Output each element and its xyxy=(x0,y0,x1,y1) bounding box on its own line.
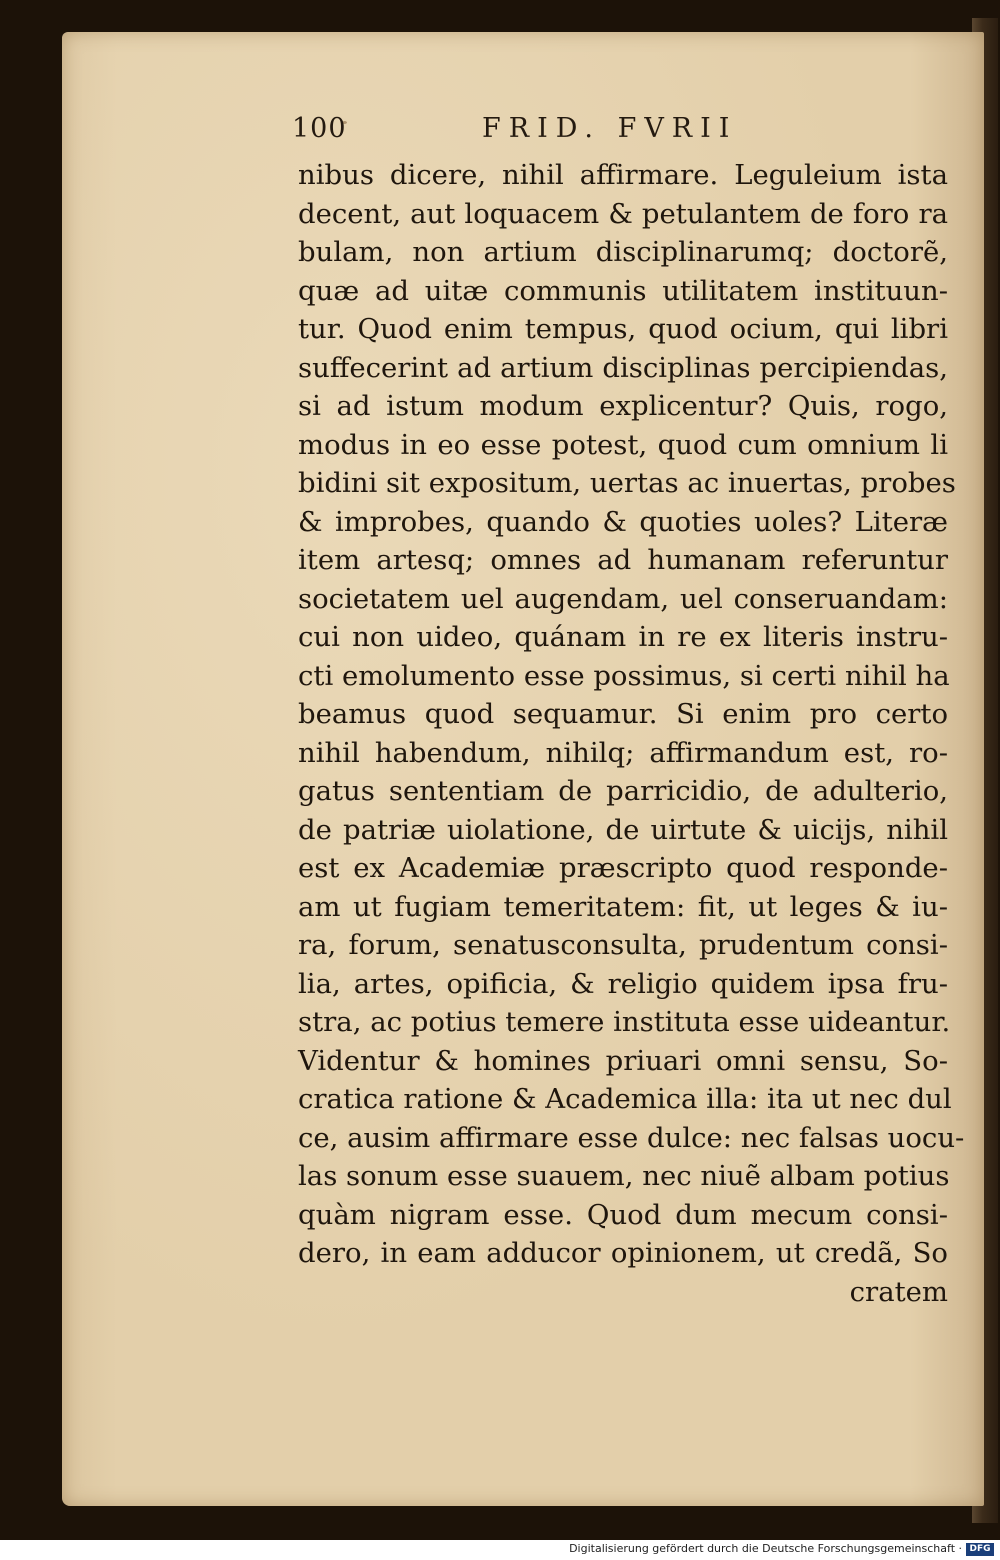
text-line: las sonum esse suauem, nec niuẽ albam potius xyxy=(298,1160,950,1192)
text-line: decent, aut loquacem & petulantem de foro ra xyxy=(298,197,948,230)
text-line: gatus sententiam de parricidio, de adulterio, xyxy=(298,775,948,807)
text-line: modus in eo esse potest, quod cum omnium li xyxy=(298,428,948,461)
text-line: cui non uideo, quánam in re ex literis instru- xyxy=(298,621,948,653)
text-line: am ut fugiam temeritatem: fit, ut leges & iu- xyxy=(298,890,948,923)
text-line: nibus dicere, nihil affirmare. Leguleium ista xyxy=(298,159,948,191)
catchword: cratem xyxy=(849,1275,948,1308)
text-line: si ad istum modum explicentur? Quis, rogo, xyxy=(298,390,948,422)
text-line: Videntur & homines priuari omni sensu, So- xyxy=(298,1044,948,1077)
dfg-logo: DFG xyxy=(966,1543,994,1556)
text-line: quàm nigram esse. Quod dum mecum consi- xyxy=(298,1198,948,1231)
text-line: societatem uel augendam, uel conseruandam: xyxy=(298,582,948,615)
text-line: bulam, non artium disciplinarumq; doctorẽ, xyxy=(298,236,948,268)
text-line: dero, in eam adducor opinionem, ut credã, So xyxy=(298,1237,948,1269)
running-head-title: FRID. FVRII xyxy=(482,113,738,144)
text-line: beamus quod sequamur. Si enim pro certo xyxy=(298,698,948,730)
page-number: 100 xyxy=(292,113,347,144)
text-line: est ex Academiæ præscripto quod responde- xyxy=(298,852,948,884)
footer-bar xyxy=(0,1540,1000,1560)
text-line: ce, ausim affirmare esse dulce: nec falsas uocu- xyxy=(298,1121,965,1154)
text-line: lia, artes, opificia, & religio quidem ipsa fru- xyxy=(298,967,948,1000)
body-text xyxy=(298,156,965,1311)
text-line: ra, forum, senatusconsulta, prudentum consi- xyxy=(298,929,948,961)
text-line: suffecerint ad artium disciplinas percipiendas, xyxy=(298,351,948,384)
text-line: nihil habendum, nihilq; affirmandum est, ro- xyxy=(298,736,948,769)
text-line: item artesq; omnes ad humanam referuntur xyxy=(298,544,948,576)
funding-credit: Digitalisierung gefördert durch die Deutsche Forschungsgemeinschaft · xyxy=(569,1542,962,1555)
running-head xyxy=(292,113,752,153)
text-line: cti emolumento esse possimus, si certi nihil ha xyxy=(298,659,950,692)
text-line: quæ ad uitæ communis utilitatem instituun- xyxy=(298,274,948,307)
text-line: bidini sit expositum, uertas ac inuertas, probes xyxy=(298,467,956,499)
text-line: tur. Quod enim tempus, quod ocium, qui libri xyxy=(298,313,948,345)
text-line: stra, ac potius temere instituta esse uideantur. xyxy=(298,1006,951,1038)
text-line: de patriæ uiolatione, de uirtute & uicijs, nihil xyxy=(298,813,948,846)
text-line: cratica ratione & Academica illa: ita ut nec dul xyxy=(298,1083,952,1115)
text-line: & improbes, quando & quoties uoles? Literæ xyxy=(298,505,948,538)
